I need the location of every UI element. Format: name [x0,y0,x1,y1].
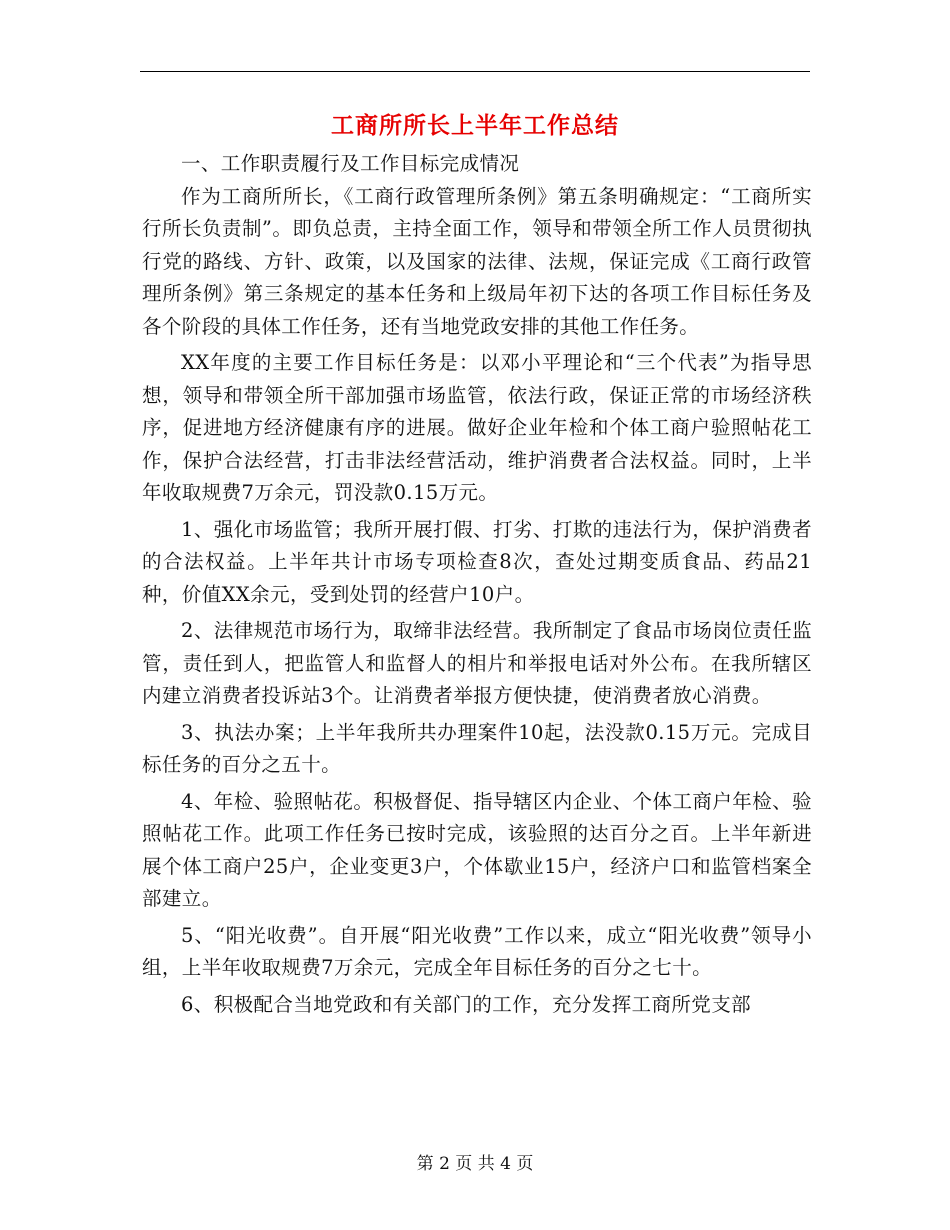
paragraph: 4、年检、验照帖花。积极督促、指导辖区内企业、个体工商户年检、验照帖花工作。此项工作任务已按时完成，该验照的达百分之百。上半年新进展个体工商户25户，企业变更3户，个体歇业15户，经济户口和监管档案全部建立。 [142,789,812,910]
paragraph: 2、法律规范市场行为，取缔非法经营。我所制定了食品市场岗位责任监管，责任到人，把监管人和监督人的相片和举报电话对外公布。在我所辖区内建立消费者投诉站3个。让消费者举报方便快捷，使消费者放心消费。 [142,619,812,707]
section-heading: 一、工作职责履行及工作目标完成情况 [181,152,520,175]
page-number-footer: 第 2 页 共 4 页 [416,1154,534,1174]
paragraph: 5、“阳光收费”。自开展“阳光收费”工作以来，成立“阳光收费”领导小组，上半年收取规费7万余元，完成全年目标任务的百分之七十。 [142,923,812,979]
paragraph: 6、积极配合当地党政和有关部门的工作，充分发挥工商所党支部 [181,992,752,1016]
paragraph: 作为工商所所长，《工商行政管理所条例》第五条明确规定：“工商所实行所长负责制”。即负总责，主持全面工作，领导和带领全所工作人员贯彻执行党的路线、方针、政策，以及国家的法律、法规，保证完成《工商行政管理所条例》第三条规定的基本任务和上级局年初下达的各项工作目标任务及各个阶段的具体工作任务，还有当地党政安排的其他工作任务。 [142,184,812,338]
paragraph: 1、强化市场监管；我所开展打假、打劣、打欺的违法行为，保护消费者的合法权益。上半年共计市场专项检查8次，查处过期变质食品、药品21种，价值XX余元，受到处罚的经营户10户。 [142,517,812,606]
document-title: 工商所所长上半年工作总结 [331,112,619,139]
header-rule [140,71,810,72]
paragraph: 3、执法办案；上半年我所共办理案件10起，法没款0.15万元。完成目标任务的百分之五十。 [142,720,812,776]
document-body [142,148,812,1021]
paragraph: XX年度的主要工作目标任务是：以邓小平理论和“三个代表”为指导思想，领导和带领全所干部加强市场监管，依法行政，保证正常的市场经济秩序，促进地方经济健康有序的进展。做好企业年检和个体工商户验照帖花工作，保护合法经营，打击非法经营活动，维护消费者合法权益。同时，上半年收取规费7万余元，罚没款0.15万元。 [142,351,812,504]
